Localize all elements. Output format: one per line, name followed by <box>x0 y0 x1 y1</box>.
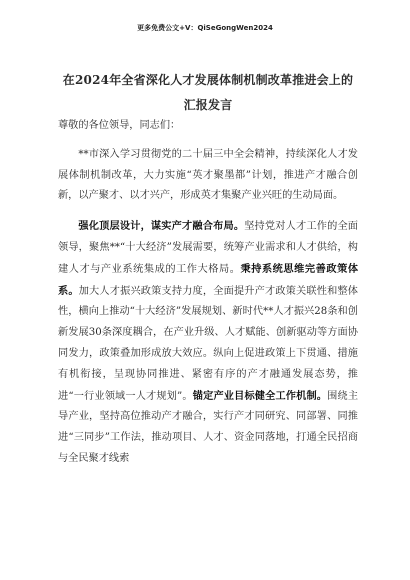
paragraph-subheading: 锚定产业目标健全工作机制。 <box>192 389 328 402</box>
document-title: 在2024年全省深化人才发展体制机制改革推进会上的汇报发言 <box>62 73 354 112</box>
page-header: 更多免费公文+V：QiSeGongWen2024 <box>137 24 273 32</box>
paragraph-heading: 强化顶层设计，谋实产才融合布局。 <box>78 220 245 233</box>
paragraph-text: 加大人才振兴政策支持力度，全面提升产才政策关联性和整体性，横向上推动“十大经济”发展规划、新时代**人才振兴28条和创新发展30条深度耦合，在产业升级、人才赋能、创新驱动等方面协同发力，政策叠加形成放大效应。纵向上促进政策上下贯通、措施有机衔接，呈现协同推进、紧密有序的产才融通发展态势，推进“一行业领域一人才规划”。 <box>58 285 358 402</box>
paragraph-design <box>58 216 358 470</box>
paragraph-text: 坚持党对人才工作的全面领导，聚焦**“十大经济”发展需要，统筹产业需求和人才供给，构建人才与产业系统集成的工作大格局。 <box>58 221 358 275</box>
document-body <box>58 116 358 470</box>
paragraph-subheading: 秉持系统思维完善政策体系。 <box>58 262 359 297</box>
paragraph-intro: **市深入学习贯彻党的二十届三中全会精神，持续深化人才发展体制机制改革，大力实施“英才聚墨都”计划，推进产才融合创新，以产聚才、以才兴产，形成英才集聚产业兴旺的生动局面。 <box>58 148 358 202</box>
salutation: 尊敬的各位领导，同志们： <box>58 120 181 131</box>
paragraph-text: 围绕主导产业，坚持高位推动产才融合，实行产才同研究、同部署、同推进“三同步”工作法，推动项目、人才、资金同落地，打通全民招商与全民聚才线索 <box>58 390 359 464</box>
